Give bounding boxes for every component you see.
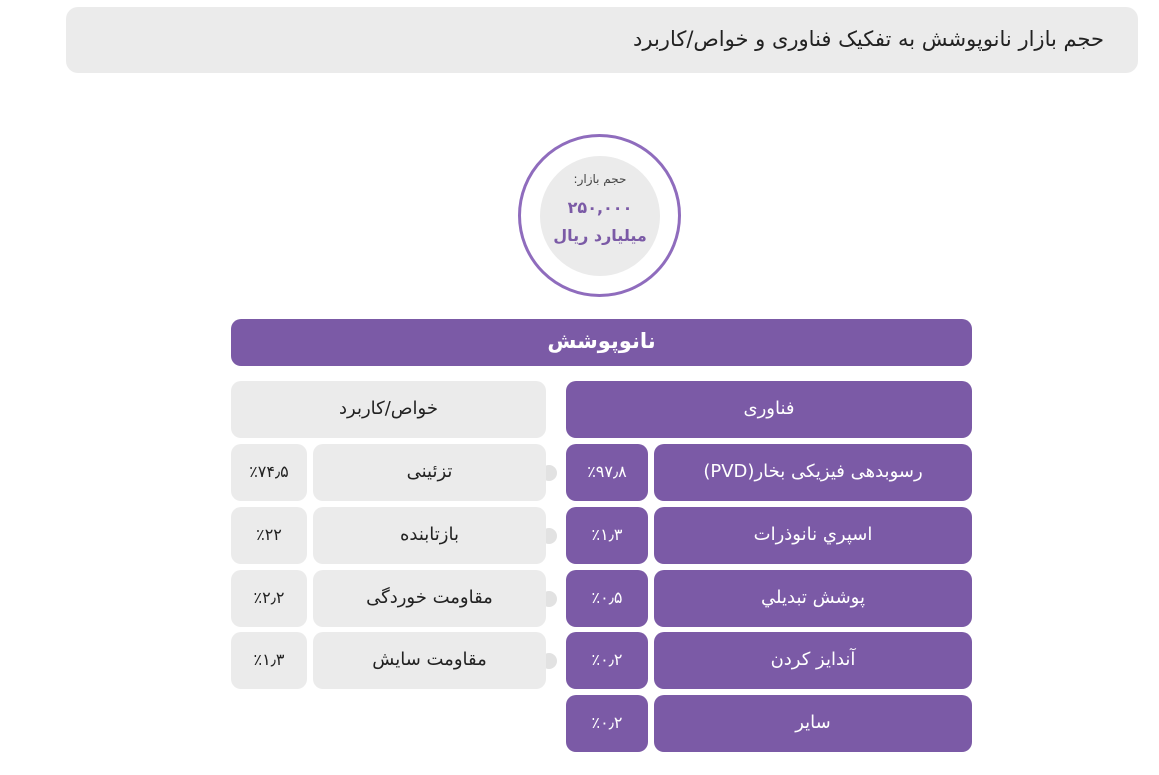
technology-item-percent: ٪۱٫۳ (566, 507, 648, 564)
page-title: حجم بازار نانوپوشش به تفکیک فناوری و خواص/کاربرد (633, 27, 1104, 51)
technology-item-name: اسپري نانوذرات (654, 507, 972, 564)
market-size-unit: میلیارد ریال (553, 226, 647, 245)
property-item-percent: ٪۲٫۲ (231, 570, 307, 627)
property-item-name: تزئینی (313, 444, 546, 501)
technology-item-name: رسوبدهی فیزیکی بخار(PVD) (654, 444, 972, 501)
property-item-name: مقاومت خوردگی (313, 570, 546, 627)
property-item-percent: ٪۲۲ (231, 507, 307, 564)
category-banner: نانوپوشش (231, 319, 972, 366)
property-item-name: مقاومت سایش (313, 632, 546, 689)
technology-header: فناوری (566, 381, 972, 438)
technology-item-name: پوشش تبديلي (654, 570, 972, 627)
technology-item-percent: ٪۹۷٫۸ (566, 444, 648, 501)
technology-item-percent: ٪۰٫۲ (566, 632, 648, 689)
property-item-name: بازتابنده (313, 507, 546, 564)
property-item-percent: ٪۷۴٫۵ (231, 444, 307, 501)
property-item-percent: ٪۱٫۳ (231, 632, 307, 689)
market-size-value: ۲۵۰,۰۰۰ (567, 198, 633, 217)
page-header (66, 7, 1138, 73)
technology-item-percent: ٪۰٫۲ (566, 695, 648, 752)
technology-item-percent: ٪۰٫۵ (566, 570, 648, 627)
technology-item-name: آندایز کردن (654, 632, 972, 689)
technology-item-name: سایر (654, 695, 972, 752)
properties-header: خواص/کاربرد (231, 381, 546, 438)
market-size-label: حجم بازار: (573, 172, 627, 186)
